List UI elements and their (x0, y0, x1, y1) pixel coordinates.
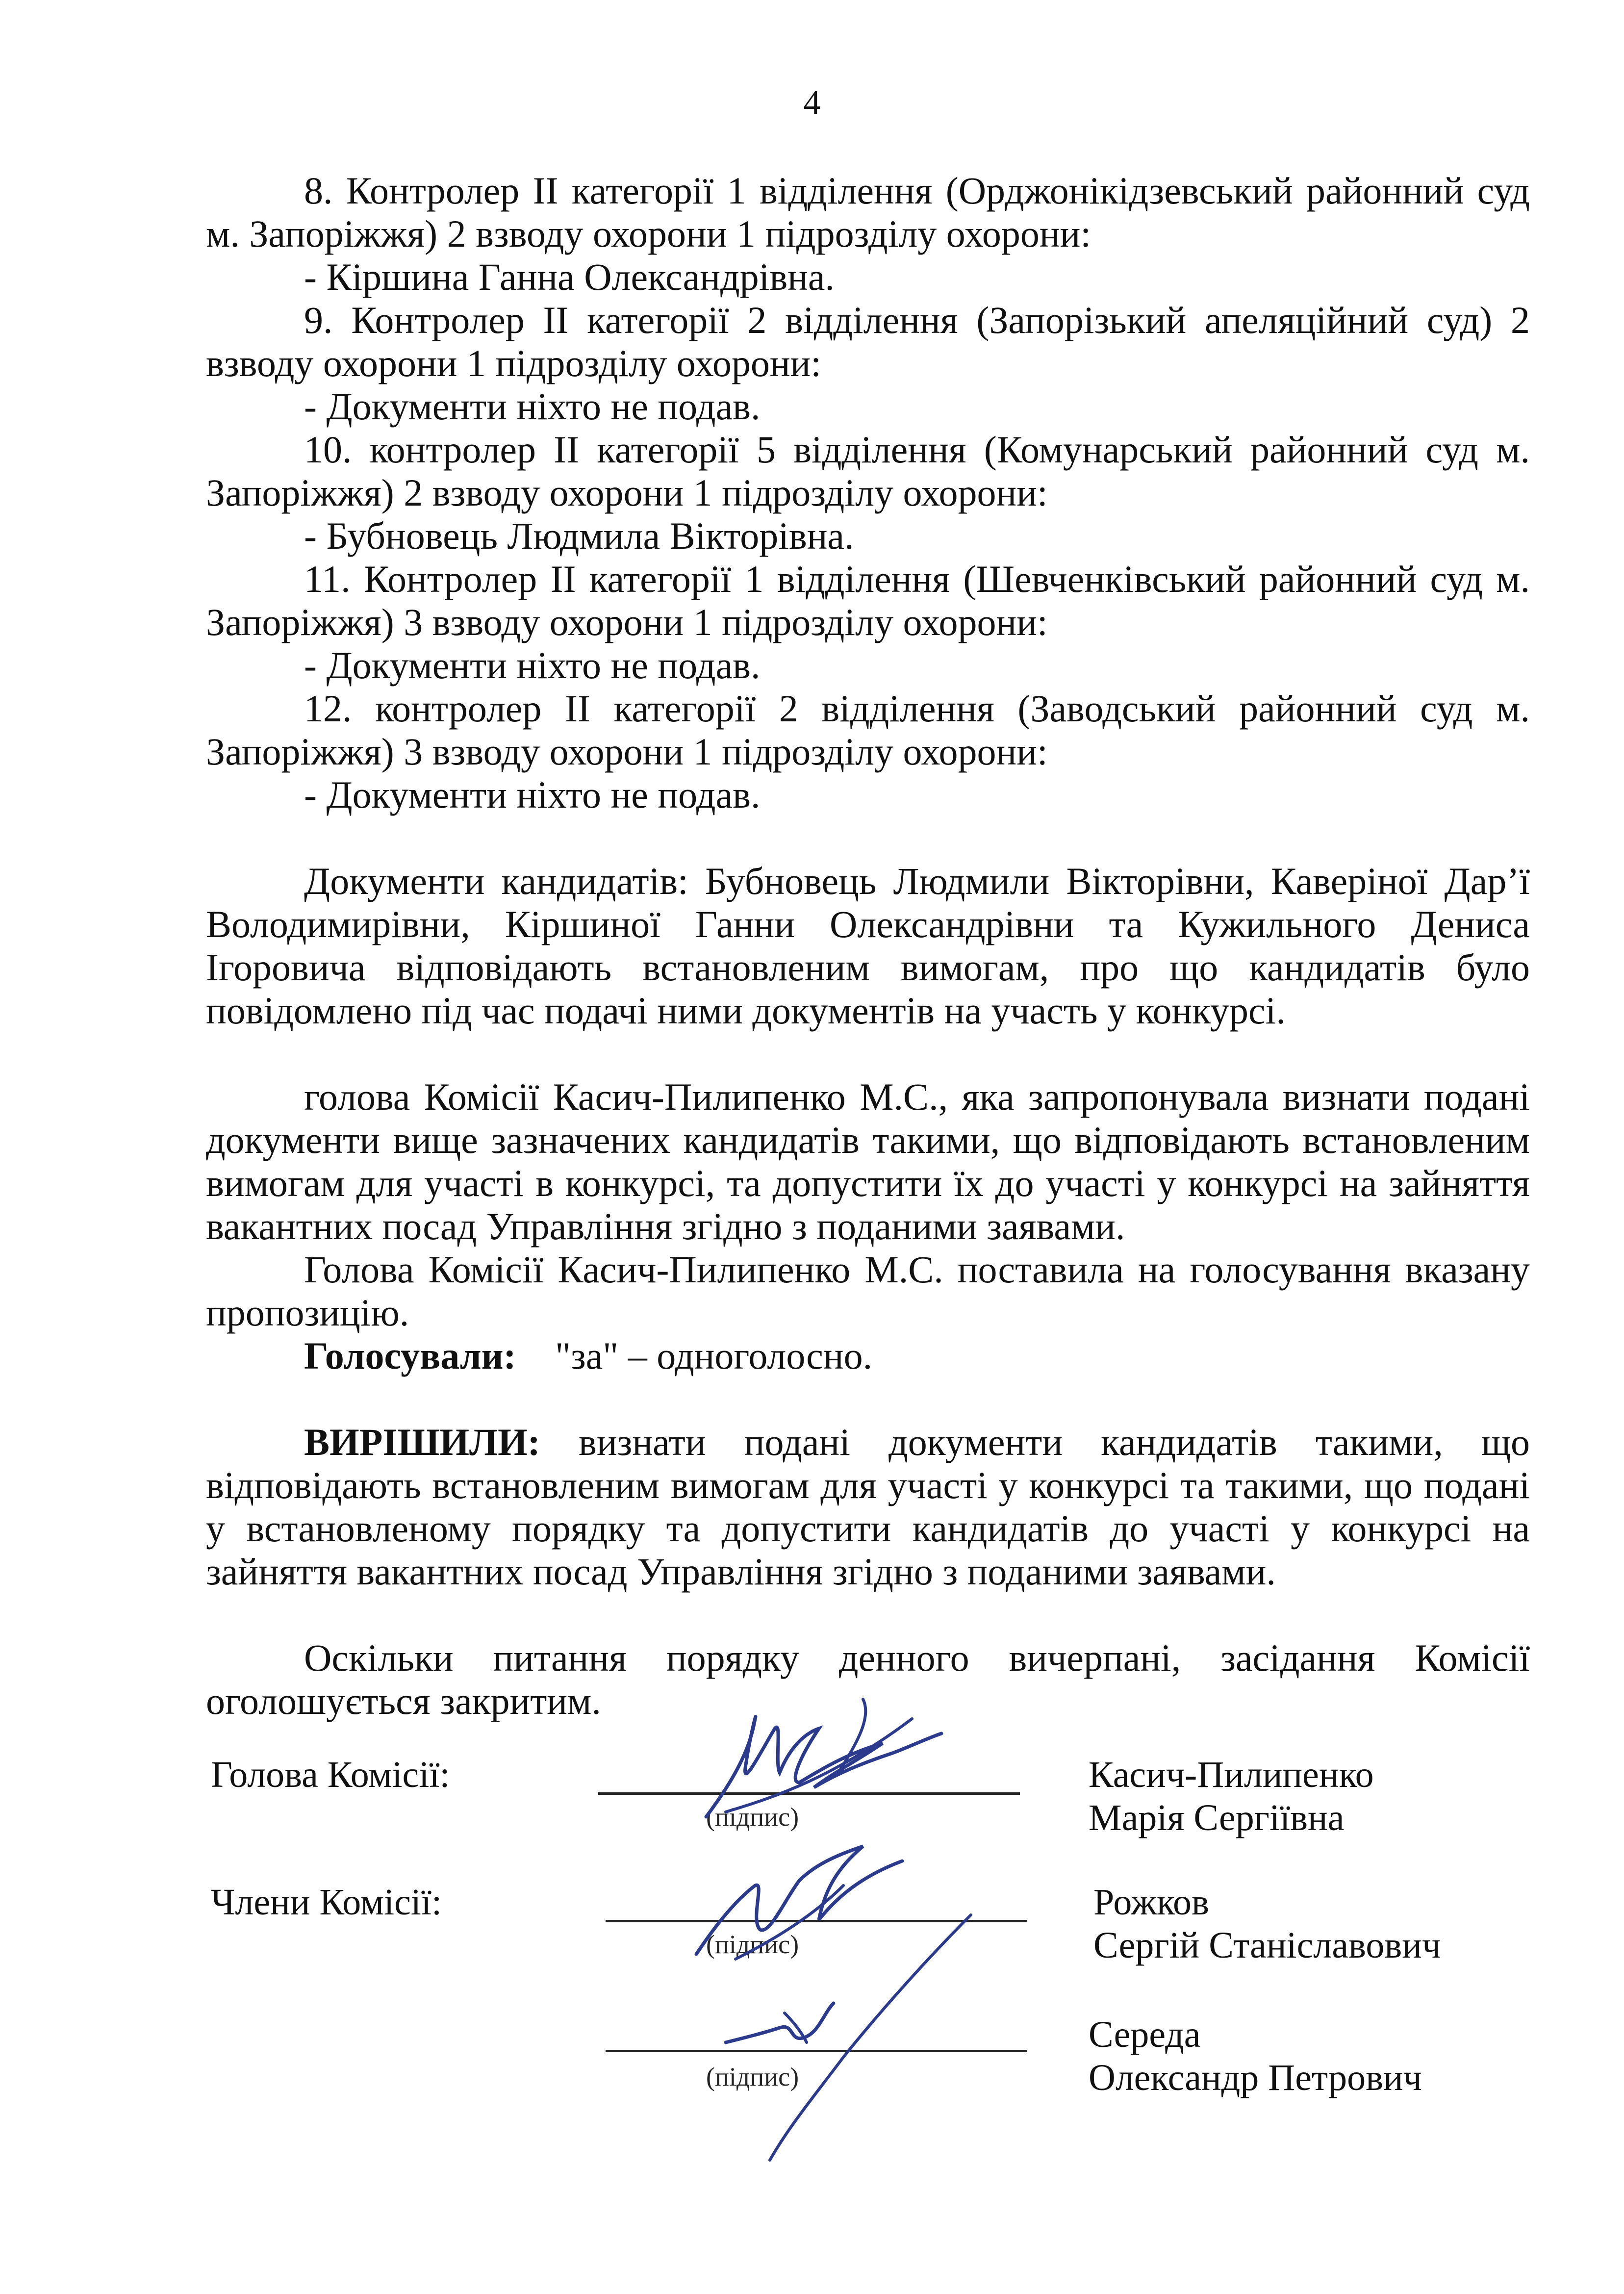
chair-handwritten-signature (677, 1689, 951, 1846)
vote-line (206, 1334, 1530, 1377)
item-heading: 12. контролер ІІ категорії 2 відділення (Заводський районний суд м. Запоріжжя) 3 взводу охорони 1 підрозділу охорони: (206, 687, 1530, 773)
signature-stroke (726, 2003, 834, 2042)
closing-paragraph: Оскільки питання порядку денного вичерпані, засідання Комісії оголошується закритим. (206, 1636, 1530, 1722)
decision-text: визнати подані документи кандидатів такими, що відповідають встановленим вимогам для участі у конкурсі та такими, що подані у встановленому порядку та допустити кандидатів до участі у конкурсі на зайняття вакантних посад Управління згідно з поданими заявами. (206, 1421, 1530, 1593)
item-heading: 11. Контролер ІІ категорії 1 відділення (Шевченківський районний суд м. Запоріжжя) 3 взводу охорони 1 підрозділу охорони: (206, 558, 1530, 643)
signature-caption: (підпис) (706, 2062, 799, 2091)
name-line: Сергій Станіславович (1093, 1925, 1441, 1966)
signature-stroke (706, 1717, 941, 1817)
name-line: Марія Сергіївна (1089, 1797, 1345, 1838)
item-heading: 10. контролер ІІ категорії 5 відділення (Комунарський районний суд м. Запоріжжя) 2 взводу охорони 1 підрозділу охорони: (206, 428, 1530, 514)
item-result: - Бубновець Людмила Вікторівна. (304, 514, 854, 557)
document-body (206, 169, 1530, 1723)
item-result: - Документи ніхто не подав. (304, 773, 761, 816)
member2-name (1089, 2013, 1422, 2099)
member1-name (1093, 1881, 1441, 1967)
vote-intro: Голова Комісії Касич-Пилипенко М.С. поставила на голосування вказану пропозицію. (206, 1248, 1530, 1334)
candidates-paragraph: Документи кандидатів: Бубновець Людмили Вікторівни, Каверіної Дар’ї Володимирівни, Кіршиної Ганни Олександрівни та Кужильного Дениса Ігоровича відповідають встановленим вимогам, про що кандидатів було повідомлено під час подачі ними документів на участь у конкурсі. (206, 860, 1530, 1032)
item-heading: 8. Контролер ІІ категорії 1 відділення (Орджонікідзевський районний суд м. Запоріжжя) 2 взводу охорони 1 підрозділу охорони: (206, 169, 1530, 255)
name-line: Рожков (1093, 1882, 1209, 1923)
decision-label: ВИРІШИЛИ: (304, 1421, 540, 1463)
item-result: - Документи ніхто не подав. (304, 644, 761, 687)
chair-role-label: Голова Комісії: (211, 1754, 450, 1795)
member2-signature-block (0, 2013, 1624, 2111)
vote-result: "за" – одноголосно. (555, 1334, 873, 1377)
page-number: 4 (803, 84, 821, 122)
proposal-paragraph: голова Комісії Касич-Пилипенко М.С., яка запропонувала визнати подані документи вище зазначених кандидатів такими, що відповідають встановленим вимогам для участі в конкурсі, та допустити їх до участі у конкурсі на зайняття вакантних посад Управління згідно з поданими заявами. (206, 1075, 1530, 1248)
signature-caption: (підпис) (706, 1930, 799, 1959)
member2-handwritten-signature (696, 1895, 1000, 2170)
item-result: - Документи ніхто не подав. (304, 385, 761, 428)
name-line: Касич-Пилипенко (1089, 1754, 1374, 1795)
item-heading: 9. Контролер ІІ категорії 2 відділення (Запорізький апеляційний суд) 2 взводу охорони 1 підрозділу охорони: (206, 299, 1530, 384)
name-line: Середа (1089, 2014, 1201, 2055)
members-role-label: Члени Комісії: (211, 1882, 442, 1923)
name-line: Олександр Петрович (1089, 2057, 1422, 2098)
item-result: - Кіршина Ганна Олександрівна. (304, 255, 835, 298)
signature-caption: (підпис) (706, 1802, 799, 1832)
decision-paragraph (206, 1421, 1530, 1593)
chair-name (1089, 1753, 1374, 1839)
vote-label: Голосували: (304, 1334, 516, 1377)
